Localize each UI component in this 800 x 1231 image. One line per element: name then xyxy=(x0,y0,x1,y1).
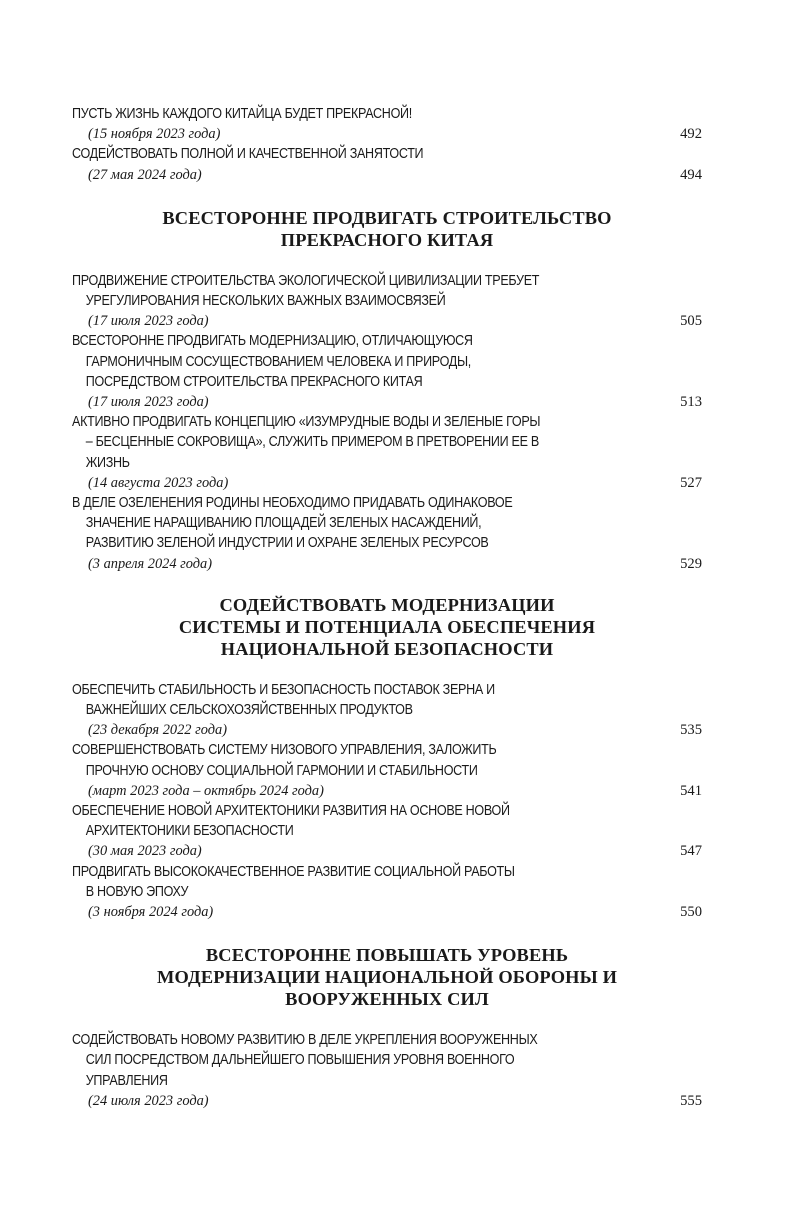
entry-date-row xyxy=(72,392,702,412)
toc-entry[interactable] xyxy=(72,104,702,144)
entry-page-number: 550 xyxy=(680,903,702,920)
toc-entry[interactable] xyxy=(72,144,702,184)
entry-page-number: 492 xyxy=(680,126,702,143)
toc-entry[interactable] xyxy=(72,331,702,412)
entry-title: ПРОДВИГАТЬ ВЫСОКОКАЧЕСТВЕННОЕ РАЗВИТИЕ СОЦИАЛЬНОЙ РАБОТЫ В НОВУЮ ЭПОХУ xyxy=(72,863,515,900)
entry-title: ВСЕСТОРОННЕ ПРОДВИГАТЬ МОДЕРНИЗАЦИЮ, ОТЛИЧАЮЩУЮСЯ ГАРМОНИЧНЫМ СОСУЩЕСТВОВАНИЕМ ЧЕЛОВЕКА И ПРИРОДЫ, ПОСРЕДСТВОМ СТРОИТЕЛЬСТВА ПРЕКРАСНОГО КИТАЯ xyxy=(72,333,473,390)
entry-page-number: 527 xyxy=(680,474,702,491)
entry-page-number: 535 xyxy=(680,722,702,739)
entry-date-row xyxy=(72,554,702,574)
entry-page-number: 547 xyxy=(680,843,702,860)
entry-title: ОБЕСПЕЧЕНИЕ НОВОЙ АРХИТЕКТОНИКИ РАЗВИТИЯ НА ОСНОВЕ НОВОЙ АРХИТЕКТОНИКИ БЕЗОПАСНОСТИ xyxy=(72,802,510,840)
entry-date: (30 мая 2023 года) xyxy=(88,843,202,860)
entry-page-number: 505 xyxy=(680,313,702,330)
entry-date-row xyxy=(72,720,702,740)
section-heading: ВСЕСТОРОННЕ ПОВЫШАТЬ УРОВЕНЬ МОДЕРНИЗАЦИИ НАЦИОНАЛЬНОЙ ОБОРОНЫ И ВООРУЖЕННЫХ СИЛ xyxy=(156,945,618,1010)
section-heading: СОДЕЙСТВОВАТЬ МОДЕРНИЗАЦИИ СИСТЕМЫ И ПОТЕНЦИАЛА ОБЕСПЕЧЕНИЯ НАЦИОНАЛЬНОЙ БЕЗОПАСНОСТИ xyxy=(178,594,596,659)
entry-date-row xyxy=(72,1091,702,1111)
entry-date: (март 2023 года – октябрь 2024 года) xyxy=(88,782,324,799)
toc-entry[interactable] xyxy=(72,493,702,574)
entry-page-number: 494 xyxy=(680,166,702,183)
entry-date: (3 апреля 2024 года) xyxy=(88,555,213,572)
entry-title: ПУСТЬ ЖИЗНЬ КАЖДОГО КИТАЙЦА БУДЕТ ПРЕКРАСНОЙ! xyxy=(72,106,412,122)
entry-title: СОДЕЙСТВОВАТЬ ПОЛНОЙ И КАЧЕСТВЕННОЙ ЗАНЯТОСТИ xyxy=(72,146,424,163)
entry-date: (15 ноября 2023 года) xyxy=(88,126,221,143)
toc-entry[interactable] xyxy=(72,801,702,862)
entry-date: (24 июля 2023 года) xyxy=(88,1092,209,1109)
table-of-contents xyxy=(72,104,702,1111)
toc-entry[interactable] xyxy=(72,740,702,801)
entry-date-row xyxy=(72,902,702,922)
entry-title: СОВЕРШЕНСТВОВАТЬ СИСТЕМУ НИЗОВОГО УПРАВЛЕНИЯ, ЗАЛОЖИТЬ ПРОЧНУЮ ОСНОВУ СОЦИАЛЬНОЙ ГАРМОНИИ И СТАБИЛЬНОСТИ xyxy=(72,742,497,779)
section-heading: ВСЕСТОРОННЕ ПРОДВИГАТЬ СТРОИТЕЛЬСТВО ПРЕКРАСНОГО КИТАЯ xyxy=(162,207,612,250)
entry-title: ПРОДВИЖЕНИЕ СТРОИТЕЛЬСТВА ЭКОЛОГИЧЕСКОЙ ЦИВИЛИЗАЦИИ ТРЕБУЕТ УРЕГУЛИРОВАНИЯ НЕСКОЛЬКИХ ВАЖНЫХ ВЗАИМОСВЯЗЕЙ xyxy=(72,272,540,309)
toc-entry[interactable] xyxy=(72,862,702,923)
entry-page-number: 529 xyxy=(680,555,702,572)
entry-title: ОБЕСПЕЧИТЬ СТАБИЛЬНОСТЬ И БЕЗОПАСНОСТЬ ПОСТАВОК ЗЕРНА И ВАЖНЕЙШИХ СЕЛЬСКОХОЗЯЙСТВЕННЫХ ПРОДУКТОВ xyxy=(72,681,495,718)
entry-date-row xyxy=(72,781,702,801)
toc-entry[interactable] xyxy=(72,271,702,332)
entry-page-number: 555 xyxy=(680,1092,702,1109)
entry-date-row xyxy=(72,165,702,185)
toc-entry[interactable] xyxy=(72,412,702,493)
entry-page-number: 513 xyxy=(680,393,702,410)
toc-entry[interactable] xyxy=(72,1030,702,1111)
entry-date: (14 августа 2023 года) xyxy=(88,474,229,491)
entry-date-row xyxy=(72,841,702,861)
entry-page-number: 541 xyxy=(680,782,702,799)
entry-title: СОДЕЙСТВОВАТЬ НОВОМУ РАЗВИТИЮ В ДЕЛЕ УКРЕПЛЕНИЯ ВООРУЖЕННЫХ СИЛ ПОСРЕДСТВОМ ДАЛЬНЕЙШЕГО ПОВЫШЕНИЯ УРОВНЯ ВОЕННОГО УПРАВЛЕНИЯ xyxy=(72,1032,538,1089)
entry-date-row xyxy=(72,473,702,493)
entry-date: (3 ноября 2024 года) xyxy=(88,903,214,920)
entry-date: (23 декабря 2022 года) xyxy=(88,722,227,739)
toc-entry[interactable] xyxy=(72,680,702,741)
entry-date: (17 июля 2023 года) xyxy=(88,313,209,330)
entry-date-row xyxy=(72,124,702,144)
entry-date-row xyxy=(72,311,702,331)
entry-date: (17 июля 2023 года) xyxy=(88,393,209,410)
entry-date: (27 мая 2024 года) xyxy=(88,166,202,183)
entry-title: АКТИВНО ПРОДВИГАТЬ КОНЦЕПЦИЮ «ИЗУМРУДНЫЕ ВОДЫ И ЗЕЛЕНЫЕ ГОРЫ – БЕСЦЕННЫЕ СОКРОВИЩА», СЛУЖИТЬ ПРИМЕРОМ В ПРЕТВОРЕНИИ ЕЕ В ЖИЗНЬ xyxy=(72,414,541,471)
entry-title: В ДЕЛЕ ОЗЕЛЕНЕНИЯ РОДИНЫ НЕОБХОДИМО ПРИДАВАТЬ ОДИНАКОВОЕ ЗНАЧЕНИЕ НАРАЩИВАНИЮ ПЛОЩАДЕЙ ЗЕЛЕНЫХ НАСАЖДЕНИЙ, РАЗВИТИЮ ЗЕЛЕНОЙ ИНДУСТРИИ И ОХРАНЕ ЗЕЛЕНЫХ РЕСУРСОВ xyxy=(72,494,513,552)
